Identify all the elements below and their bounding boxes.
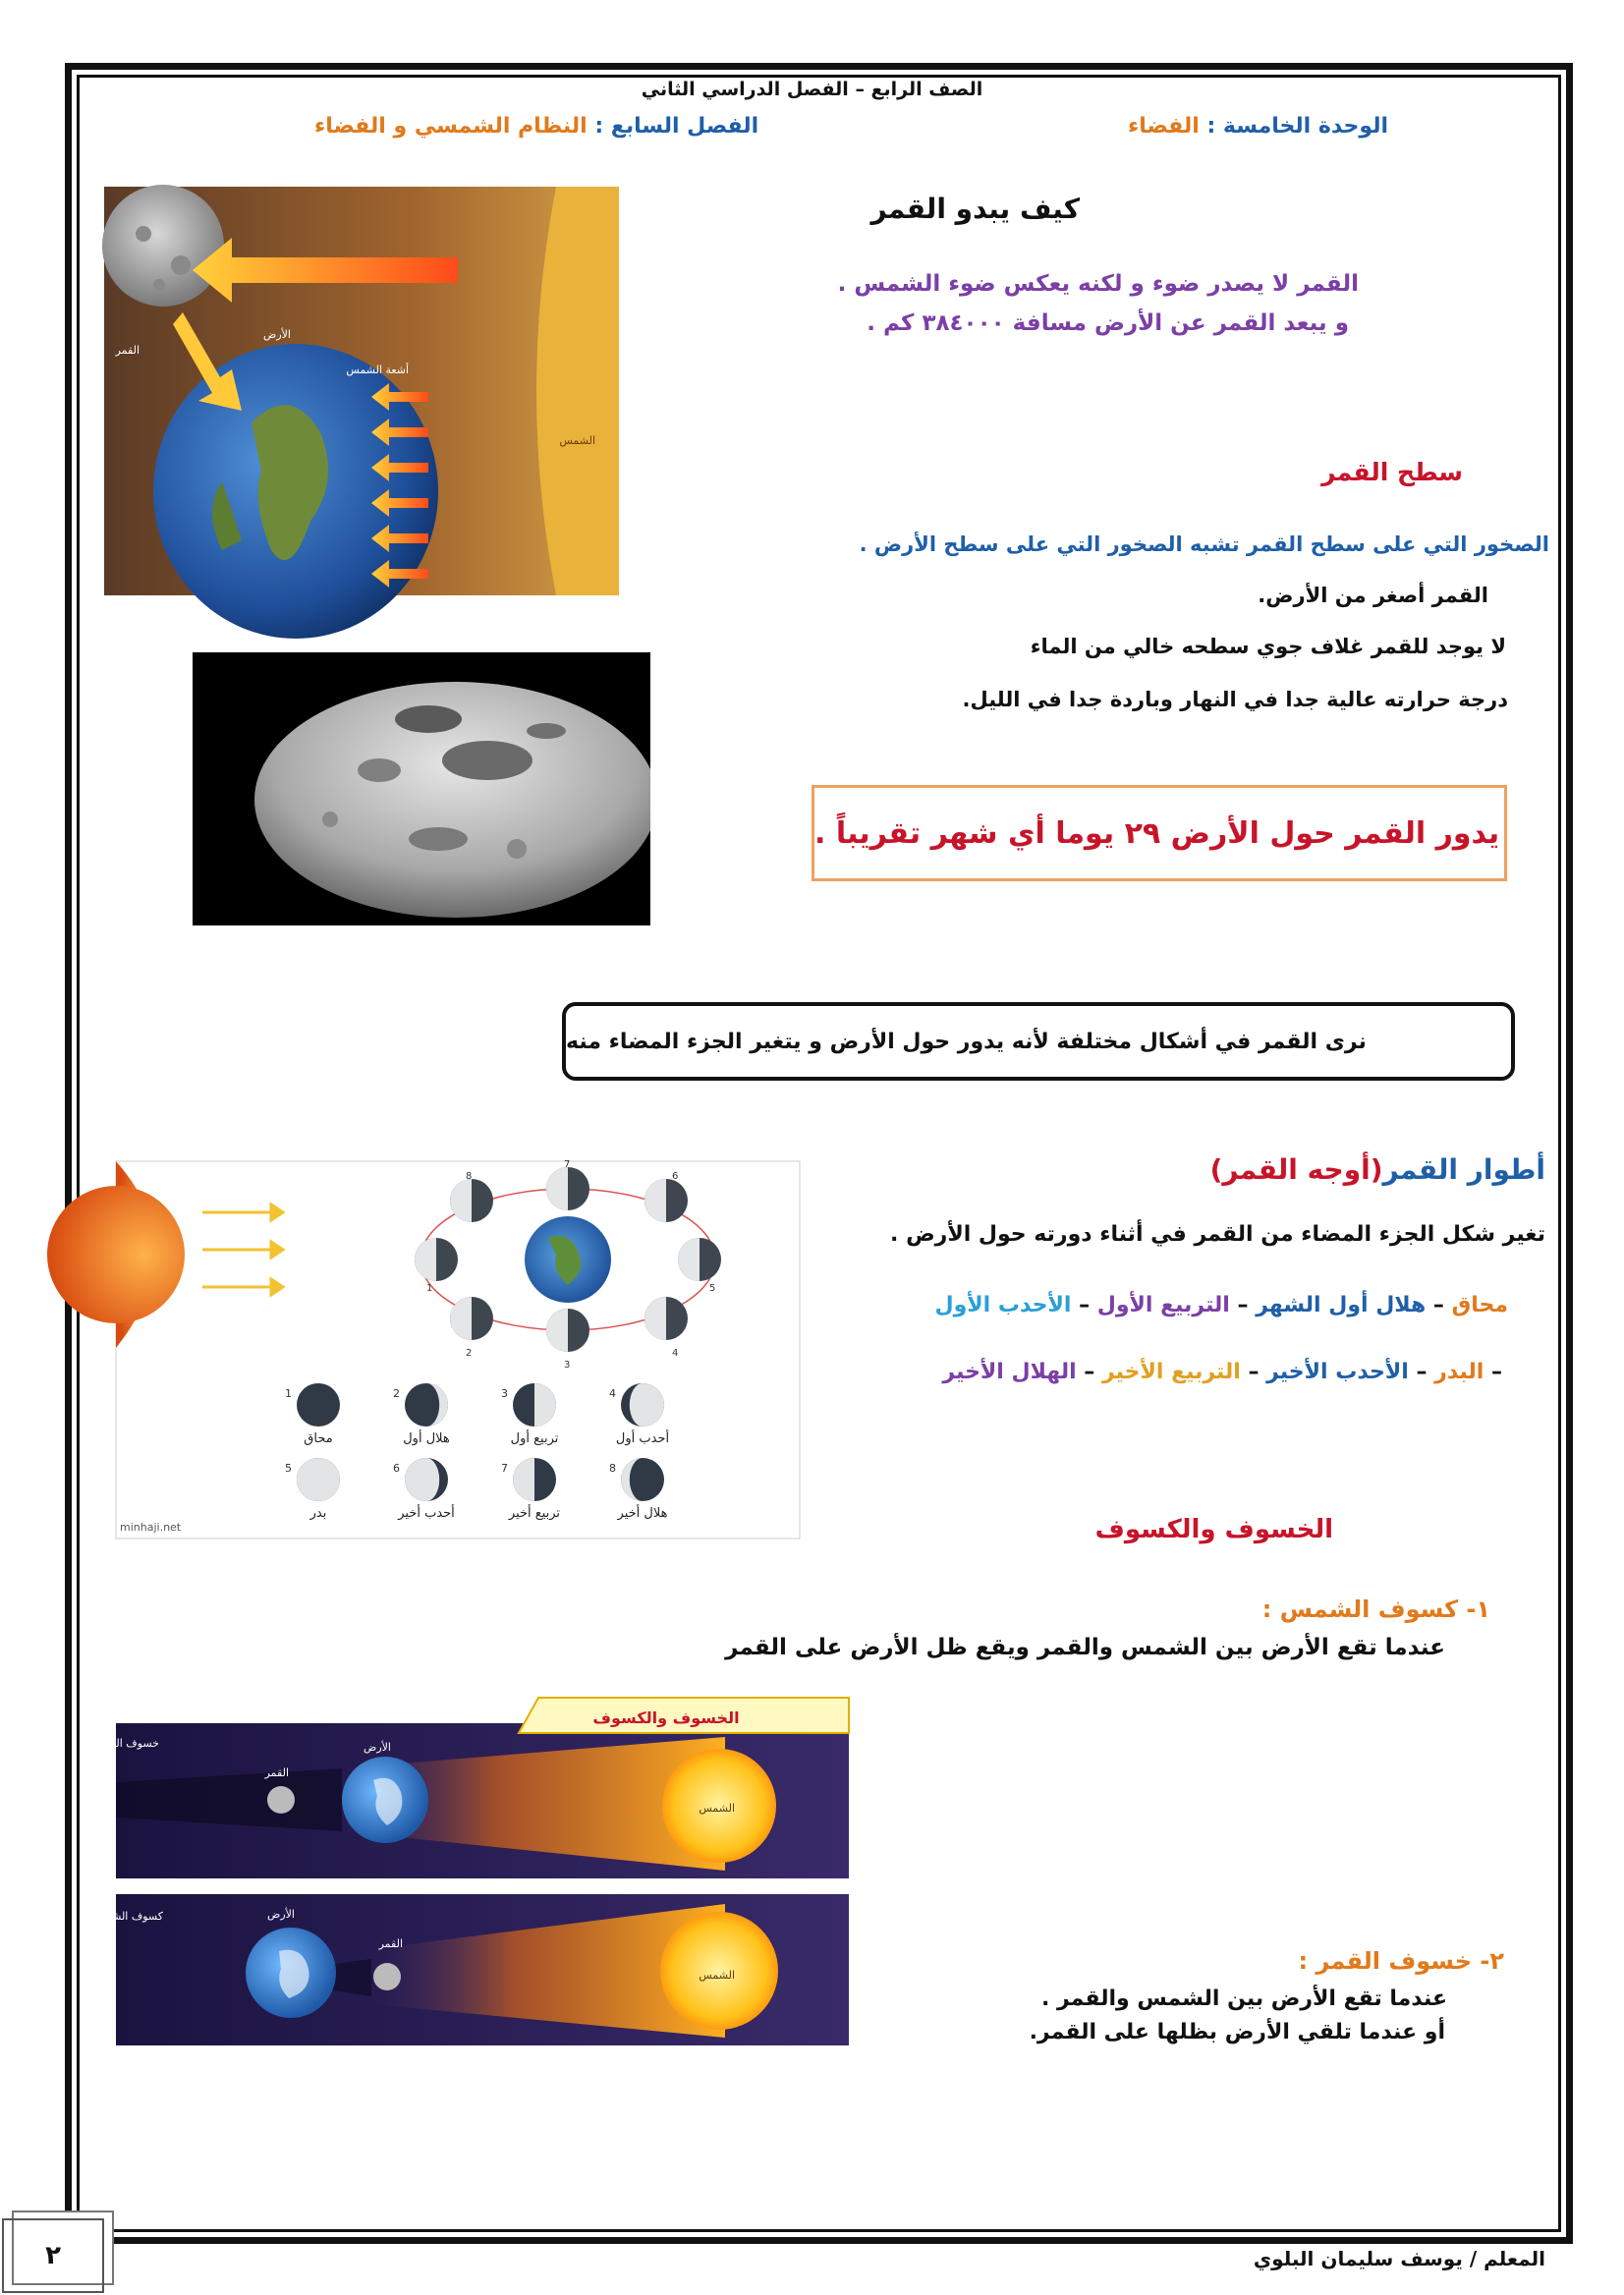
moon-photo (193, 652, 650, 925)
moon-phases-title (1210, 1153, 1545, 1186)
phase-moon-icon (621, 1383, 664, 1427)
row2-part: – (1076, 1360, 1102, 1384)
phase-number: 3 (501, 1387, 508, 1400)
phase-number: 1 (285, 1387, 292, 1400)
orbit-moon-icon (450, 1297, 493, 1340)
phase-moon-icon (405, 1458, 448, 1501)
phase-label: بدر (309, 1506, 327, 1521)
unit-value: الفضاء (1127, 114, 1200, 139)
phases-description: تغير شكل الجزء المضاء من القمر في أثناء دورته حول الأرض . (890, 1222, 1545, 1247)
moon-smaller-line: القمر أصغر من الأرض. (1258, 584, 1488, 607)
chapter-label: الفصل السابع : (594, 114, 759, 139)
row1-part: التربيع الأول (1096, 1293, 1230, 1317)
fig1-rays-label: أشعة الشمس (346, 364, 409, 376)
phases-row-1 (934, 1293, 1508, 1317)
orbit-number: 6 (672, 1171, 679, 1182)
row1-part: – (1229, 1293, 1257, 1317)
phase-label: أحدب أخير (398, 1506, 455, 1521)
lunar-eclipse-text-2: أو عندما تلقي الأرض بظلها على القمر. (1029, 2020, 1445, 2044)
solar-eclipse-text: عندما تقع الأرض بين الشمس والقمر ويقع ظل الأرض على القمر (725, 1635, 1445, 1660)
moon-surface-title: سطح القمر (1321, 458, 1463, 486)
orbit-moon-icon (546, 1167, 589, 1210)
phase-number: 4 (609, 1387, 616, 1400)
lunar-eclipse-text-1: عندما تقع الأرض بين الشمس والقمر . (1040, 1987, 1447, 2011)
row2-part: – (1240, 1360, 1267, 1384)
row1-part: هلال أول الشهر (1256, 1293, 1427, 1317)
chapter-value: النظام الشمسي و الفضاء (314, 114, 588, 139)
phase-moon-icon (405, 1383, 448, 1427)
phase-number: 7 (501, 1462, 508, 1475)
orbit-moon-icon (644, 1179, 688, 1222)
eclipse-top-moon-label: القمر (264, 1766, 289, 1779)
phases-title-paren: (أوجه القمر) (1209, 1153, 1383, 1186)
chapter-heading (314, 114, 758, 139)
eclipse-top-corner-label: خسوف القمر (98, 1737, 159, 1750)
phase-number: 6 (393, 1462, 400, 1475)
moon-temperature-line: درجة حرارته عالية جدا في النهار وباردة جدا في الليل. (962, 688, 1508, 711)
phase-moon-icon (513, 1458, 556, 1501)
moon-no-atmosphere-line: لا يوجد للقمر غلاف جوي سطحه خالي من الماء (1030, 635, 1506, 658)
phase-label: تربيع أول (510, 1431, 559, 1446)
fig1-sun-label: الشمس (559, 434, 595, 447)
phases-row-2 (942, 1360, 1502, 1384)
orbit-moon-icon (415, 1238, 458, 1281)
solar-eclipse-title: ١- كسوف الشمس : (1261, 1595, 1490, 1623)
phase-moon-icon (621, 1458, 664, 1501)
row1-part: محاق (1451, 1293, 1508, 1317)
page-number-box: ٢ (2, 2218, 104, 2293)
orbit-number: 3 (564, 1360, 571, 1371)
phase-label: هلال أول (403, 1431, 450, 1446)
eclipse-top-sun-label: الشمس (699, 1802, 735, 1815)
orbit-number: 4 (672, 1348, 679, 1359)
sun-earth-moon-figure (104, 187, 619, 595)
teacher-name: المعلم / يوسف سليمان البلوي (1253, 2247, 1545, 2270)
eclipse-bottom-moon-icon (373, 1963, 401, 1990)
moon-rocks-line: الصخور التي على سطح القمر تشبه الصخور التي على سطح الأرض . (859, 532, 1549, 556)
phases-title-main: أطوار القمر (1382, 1153, 1545, 1186)
orbit-moon-icon (546, 1309, 589, 1352)
phase-number: 5 (285, 1462, 292, 1475)
moon-shapes-box: نرى القمر في أشكال مختلفة لأنه يدور حول الأرض و يتغير الجزء المضاء منه (562, 1002, 1515, 1081)
row2-part: الهلال الأخير (942, 1360, 1077, 1384)
unit-label: الوحدة الخامسة : (1206, 114, 1388, 139)
phase-label: محاق (304, 1431, 333, 1446)
row2-part: البدر (1434, 1360, 1484, 1384)
phase-number: 2 (393, 1387, 400, 1400)
phase-label: تربيع أخير (508, 1506, 561, 1521)
row2-part: – (1408, 1360, 1435, 1384)
orbit-period-box: يدور القمر حول الأرض ٢٩ يوما أي شهر تقريباً . (812, 785, 1507, 881)
moon-light-line: القمر لا يصدر ضوء و لكنه يعكس ضوء الشمس . (837, 271, 1359, 297)
eclipse-top-moon-icon (267, 1786, 295, 1814)
orbit-moon-icon (450, 1179, 493, 1222)
phase-moon-icon (297, 1383, 340, 1427)
moon-phases-figure (116, 1161, 800, 1539)
phase-label: أحدب أول (615, 1431, 670, 1446)
eclipse-figure (91, 1698, 849, 2063)
phase-number: 8 (609, 1462, 616, 1475)
orbit-moon-icon (644, 1297, 688, 1340)
row2-part: – (1484, 1360, 1502, 1384)
orbit-number: 8 (466, 1171, 473, 1182)
fig1-moon-label: القمر (115, 344, 140, 357)
lunar-eclipse-title: ٢- خسوف القمر : (1298, 1947, 1504, 1975)
orbit-moon-icon (678, 1238, 721, 1281)
eclipse-bottom-moon-label: القمر (378, 1937, 403, 1950)
row1-part: – (1071, 1293, 1097, 1317)
phase-moon-icon (297, 1458, 340, 1501)
row2-part: الأحدب الأخير (1266, 1360, 1409, 1384)
row1-part: – (1426, 1293, 1452, 1317)
eclipse-banner: الخسوف والكسوف (592, 1708, 740, 1727)
row1-part: الأحدب الأول (934, 1293, 1072, 1317)
fig1-earth-label: الأرض (263, 328, 291, 341)
orbit-number: 1 (426, 1283, 433, 1294)
phase-moon-icon (513, 1383, 556, 1427)
row2-part: التربيع الأخير (1101, 1360, 1241, 1384)
how-moon-looks-title: كيف يبدو القمر (870, 193, 1080, 225)
phase-label: هلال أخير (617, 1506, 668, 1521)
unit-heading (1128, 114, 1388, 139)
orbit-number: 2 (466, 1348, 473, 1359)
orbit-number: 7 (564, 1159, 571, 1170)
eclipse-top-earth-label: الأرض (364, 1741, 391, 1754)
orbit-number: 5 (709, 1283, 716, 1294)
eclipse-bottom-sun-label: الشمس (699, 1969, 735, 1982)
grade-heading: الصف الرابع – الفصل الدراسي الثاني (641, 79, 983, 100)
phases-figure-credit: minhaji.net (120, 1521, 182, 1534)
eclipse-bottom-earth-label: الأرض (267, 1908, 295, 1921)
moon-distance-line: و يبعد القمر عن الأرض مسافة ٣٨٤٠٠٠ كم . (867, 310, 1349, 336)
eclipse-bottom-corner-label: كسوف الشمس (91, 1910, 163, 1923)
eclipse-title: الخسوف والكسوف (1094, 1515, 1333, 1544)
